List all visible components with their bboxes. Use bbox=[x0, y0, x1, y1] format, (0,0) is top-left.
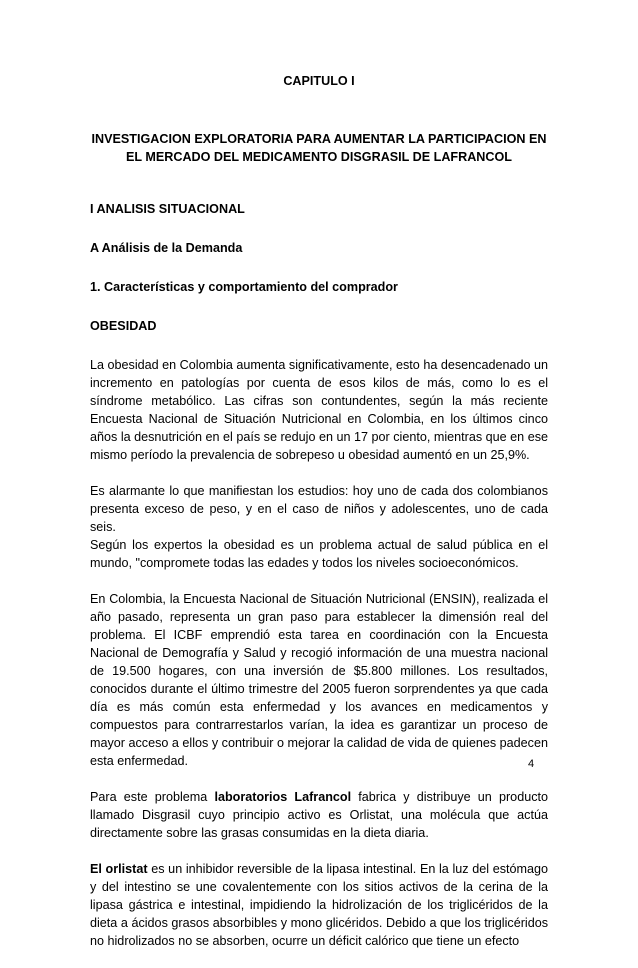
paragraph-expertos: Según los expertos la obesidad es un problema actual de salud pública en el mundo, "compromete todas las edades y todos los niveles socioeconómicos. bbox=[90, 538, 548, 570]
text-run: es un inhibidor reversible de la lipasa intestinal. En la luz del estómago y del intestino se une covalentemente con los sitios activos de la cerina de la lipasa gástrica e intestinal, impidiendo la hidrolización de los triglicéridos de la dieta a ácidos grasos absorbibles y mono glicéridos. Debido a que los triglicéridos no hidrolizados no se absorben, ocurre un déficit calórico que tiene un efecto bbox=[90, 862, 548, 948]
bold-text-lafrancol: laboratorios Lafrancol bbox=[214, 790, 352, 804]
text-run: Para este problema bbox=[90, 790, 215, 804]
page-number: 4 bbox=[528, 758, 535, 770]
section-heading-comprador: 1. Características y comportamiento del comprador bbox=[90, 280, 398, 294]
paragraph-lafrancol bbox=[90, 788, 548, 842]
paragraph-ensin: En Colombia, la Encuesta Nacional de Situación Nutricional (ENSIN), realizada el año pasado, representa un gran paso para establecer la dimensión real del problema. El ICBF emprendió esta tarea en coordinación con la Encuesta Nacional de Demografía y Salud y recogió información de una muestra nacional de 19.500 hogares, con una inversión de $5.800 millones. Los resultados, conocidos durante el último trimestre del 2005 fueron sorprendentes ya que cada día es más común esta enfermedad y los avances en medicamentos y compuestos para contrarrestarlos varían, la idea es garantizar un proceso de mayor acceso a ellos y contribuir o mejorar la calidad de vida de quienes padecen esta enfermedad. bbox=[90, 592, 548, 768]
page-content bbox=[90, 60, 548, 968]
section-heading-obesidad: OBESIDAD bbox=[90, 319, 157, 333]
paragraph-obesidad-colombia: La obesidad en Colombia aumenta significativamente, esto ha desencadenado un incremento en patologías por cuenta de esos kilos de más, como lo es el síndrome metabólico. Las cifras son contundentes, según la más reciente Encuesta Nacional de Situación Nutricional en Colombia, en los últimos cinco años la desnutrición en el país se redujo en un 17 por ciento, mientras que en ese mismo período la prevalencia de sobrepeso u obesidad aumentó en un 25,9%. bbox=[90, 358, 548, 462]
section-heading-analisis: I ANALISIS SITUACIONAL bbox=[90, 202, 245, 216]
text-run: fabrica y distribuye un producto llamado Disgrasil cuyo principio activo es Orlistat, una molécula que actúa directamente sobre las grasas consumidas en la dieta diaria. bbox=[90, 790, 548, 840]
chapter-heading: CAPITULO I bbox=[283, 74, 355, 88]
section-heading-demanda: A Análisis de la Demanda bbox=[90, 241, 243, 255]
paragraph-orlistat bbox=[90, 860, 548, 950]
paragraph-estudios: Es alarmante lo que manifiestan los estudios: hoy uno de cada dos colombianos presenta exceso de peso, y en el caso de niños y adolescentes, uno de cada seis. bbox=[90, 484, 548, 534]
document-title: INVESTIGACION EXPLORATORIA PARA AUMENTAR LA PARTICIPACION EN EL MERCADO DEL MEDICAMENTO DISGRASIL DE LAFRANCOL bbox=[91, 132, 547, 164]
bold-text-orlistat: El orlistat bbox=[90, 862, 148, 876]
